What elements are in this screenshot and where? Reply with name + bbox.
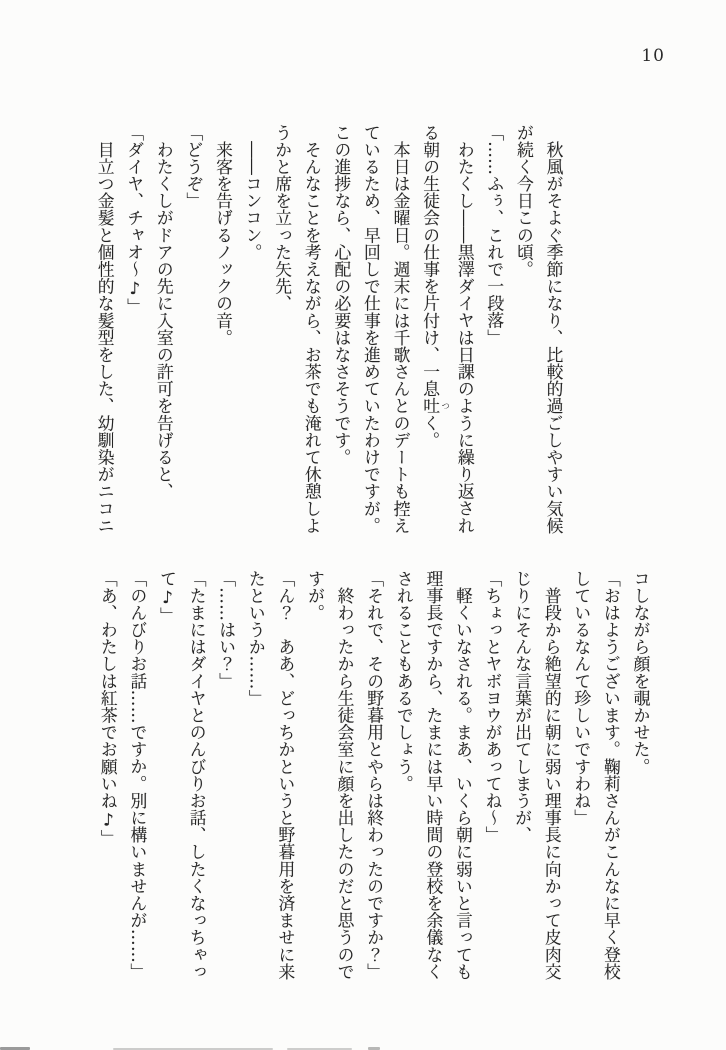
text-line: すが。 [305, 570, 326, 622]
text-line: 目立つ金髪と個性的な髪型をした、幼馴染がニコニ [95, 124, 116, 535]
text-line-with-ruby [415, 124, 450, 556]
text-line: が続く今日この頃。 [514, 124, 535, 278]
text-line: 「あ、わたしは紅茶でお願いね♪」 [98, 570, 119, 847]
text-band-lower [91, 570, 655, 1002]
text-line: 普段から絶望的に朝に弱い理事長に向かって皮肉交 [542, 570, 563, 981]
text-line: しているなんて珍しいですわね」 [571, 570, 592, 827]
text-line: そんなことを考えながら、お茶でも淹れて休憩しよ [302, 124, 323, 535]
text-line: コしながら顔を覗かせた。 [631, 570, 651, 776]
furigana: つ [439, 397, 450, 415]
ruby-base-char: 吐 [420, 397, 441, 415]
text-line: 「ダイヤ、チャオ～♪」 [124, 124, 145, 316]
text-line: 終わったから生徒会室に顔を出したのだと思うので [335, 570, 356, 981]
text-line: 「……ふぅ、これで一段落」 [484, 124, 505, 347]
text-line: この進捗なら、心配の必要はなさそうです。 [331, 124, 352, 466]
text-line: 「たまにはダイヤとのんびりお話、したくなっちゃっ [187, 570, 208, 981]
ruby-line-after: く。 [420, 414, 441, 449]
text-line: 「おはようございます。鞠莉さんがこんなに早く登校 [601, 570, 622, 981]
page-number: 10 [641, 46, 665, 66]
text-band-upper [92, 124, 568, 556]
text-line: されることもあるでしょう。 [394, 570, 415, 793]
text-line: 「それで、その野暮用とやらは終わったのですか？」 [364, 570, 385, 981]
text-line: て♪」 [157, 570, 178, 625]
text-line: 軽くいなされる。まあ、いくら朝に弱いと言っても [453, 570, 474, 981]
text-line: 理事長ですから、たまには早い時間の登校を余儀なく [423, 570, 444, 981]
text-line: うかと席を立った矢先、 [272, 124, 293, 312]
text-line: 「どうぞ」 [183, 124, 204, 210]
text-line: わたくしがドアの先に入室の許可を告げると、 [154, 124, 175, 500]
text-line: たというか……」 [246, 570, 267, 707]
text-line: ――コンコン。 [243, 124, 264, 261]
text-line: じりにそんな言葉が出てしまうが、 [512, 570, 533, 844]
text-line: 本日は金曜日。週末には千歌さんとのデートも控え [391, 124, 412, 535]
text-line: わたくし――黒澤ダイヤは日課のように繰り返され [455, 124, 476, 535]
text-line: 来客を告げるノックの音。 [213, 124, 234, 347]
ruby-annotation [420, 397, 450, 415]
text-line: 「のんびりお話……ですか。別に構いませんが……」 [127, 570, 148, 981]
text-line: 「ん？ ああ、どっちかというと野暮用を済ませに来 [275, 570, 296, 981]
text-line: 「ちょっとヤボヨウがあってね～」 [483, 570, 504, 844]
text-line: ているため、早回しで仕事を進めていたわけですが。 [361, 124, 382, 535]
ruby-line-before: る朝の生徒会の仕事を片付け、一息 [420, 124, 441, 398]
text-line: 「……はい？」 [216, 570, 237, 690]
text-line: 秋風がそよぐ季節になり、比較的過ごしやすい気候 [544, 124, 564, 535]
